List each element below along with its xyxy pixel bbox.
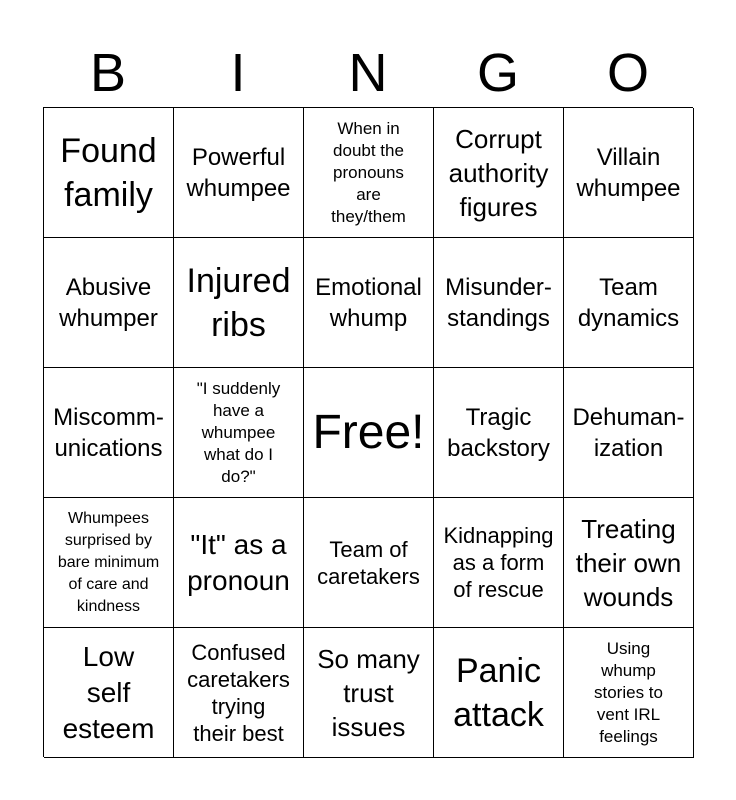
cell-text: Using whump stories to vent IRL feelings xyxy=(594,638,663,746)
bingo-cell-emotional-whump[interactable] xyxy=(304,238,434,368)
cell-text: Abusive whumper xyxy=(59,273,158,332)
bingo-cell-misunderstandings[interactable] xyxy=(434,238,564,368)
bingo-cell-trust-issues[interactable] xyxy=(304,628,434,758)
bingo-cell-powerful-whumpee[interactable] xyxy=(174,108,304,238)
cell-text: Panic attack xyxy=(453,651,544,734)
cell-text: Dehuman- ization xyxy=(572,403,685,462)
header-letter-n: N xyxy=(348,43,388,103)
bingo-cell-confused-caretakers[interactable] xyxy=(174,628,304,758)
bingo-cell-team-of-caretakers[interactable] xyxy=(304,498,434,628)
cell-text: "I suddenly have a whumpee what do I do?" xyxy=(196,378,281,486)
cell-text: Villain whumpee xyxy=(576,143,681,202)
bingo-cell-free-space[interactable] xyxy=(304,368,434,498)
cell-text: Found family xyxy=(60,131,157,214)
header-letter-g: G xyxy=(476,43,519,103)
bingo-cell-villain-whumpee[interactable] xyxy=(564,108,694,238)
bingo-cell-bare-minimum-care[interactable] xyxy=(44,498,174,628)
bingo-cell-tragic-backstory[interactable] xyxy=(434,368,564,498)
bingo-cell-low-self-esteem[interactable] xyxy=(44,628,174,758)
cell-text: Kidnapping as a form of rescue xyxy=(443,523,554,602)
bingo-cell-found-family[interactable] xyxy=(44,108,174,238)
cell-text: Low self esteem xyxy=(62,640,155,744)
cell-text: Miscomm- unications xyxy=(53,403,164,462)
cell-text: Treating their own wounds xyxy=(575,513,682,612)
cell-text: Confused caretakers trying their best xyxy=(187,639,290,746)
bingo-cell-team-dynamics[interactable] xyxy=(564,238,694,368)
bingo-cell-dehumanization[interactable] xyxy=(564,368,694,498)
bingo-cell-vent-feelings[interactable] xyxy=(564,628,694,758)
header-letter-i: I xyxy=(230,43,246,103)
bingo-grid xyxy=(43,107,693,757)
cell-text: Team of caretakers xyxy=(317,536,420,589)
bingo-cell-sudden-whumpee[interactable] xyxy=(174,368,304,498)
header-letter-b: B xyxy=(89,43,127,103)
bingo-cell-pronouns-they-them[interactable] xyxy=(304,108,434,238)
bingo-cell-treating-own-wounds[interactable] xyxy=(564,498,694,628)
cell-text: "It" as a pronoun xyxy=(187,528,290,596)
cell-text: Injured ribs xyxy=(186,261,291,344)
cell-text: Whumpees surprised by bare minimum of care and kindness xyxy=(57,509,160,615)
cell-text: Free! xyxy=(312,405,425,459)
bingo-cell-kidnapping-rescue[interactable] xyxy=(434,498,564,628)
header-letter-o: O xyxy=(606,43,649,103)
bingo-cell-corrupt-authority[interactable] xyxy=(434,108,564,238)
bingo-cell-miscommunications[interactable] xyxy=(44,368,174,498)
cell-text: Tragic backstory xyxy=(447,403,550,462)
cell-text: Misunder- standings xyxy=(445,273,552,332)
bingo-cell-abusive-whumper[interactable] xyxy=(44,238,174,368)
bingo-header xyxy=(43,40,693,106)
cell-text: Emotional whump xyxy=(315,273,422,332)
cell-text: When in doubt the pronouns are they/them xyxy=(331,118,406,226)
bingo-cell-it-pronoun[interactable] xyxy=(174,498,304,628)
cell-text: Powerful whumpee xyxy=(186,143,291,202)
cell-text: Team dynamics xyxy=(577,273,680,332)
cell-text: Corrupt authority figures xyxy=(448,123,549,222)
bingo-cell-injured-ribs[interactable] xyxy=(174,238,304,368)
bingo-cell-panic-attack[interactable] xyxy=(434,628,564,758)
cell-text: So many trust issues xyxy=(317,643,420,742)
